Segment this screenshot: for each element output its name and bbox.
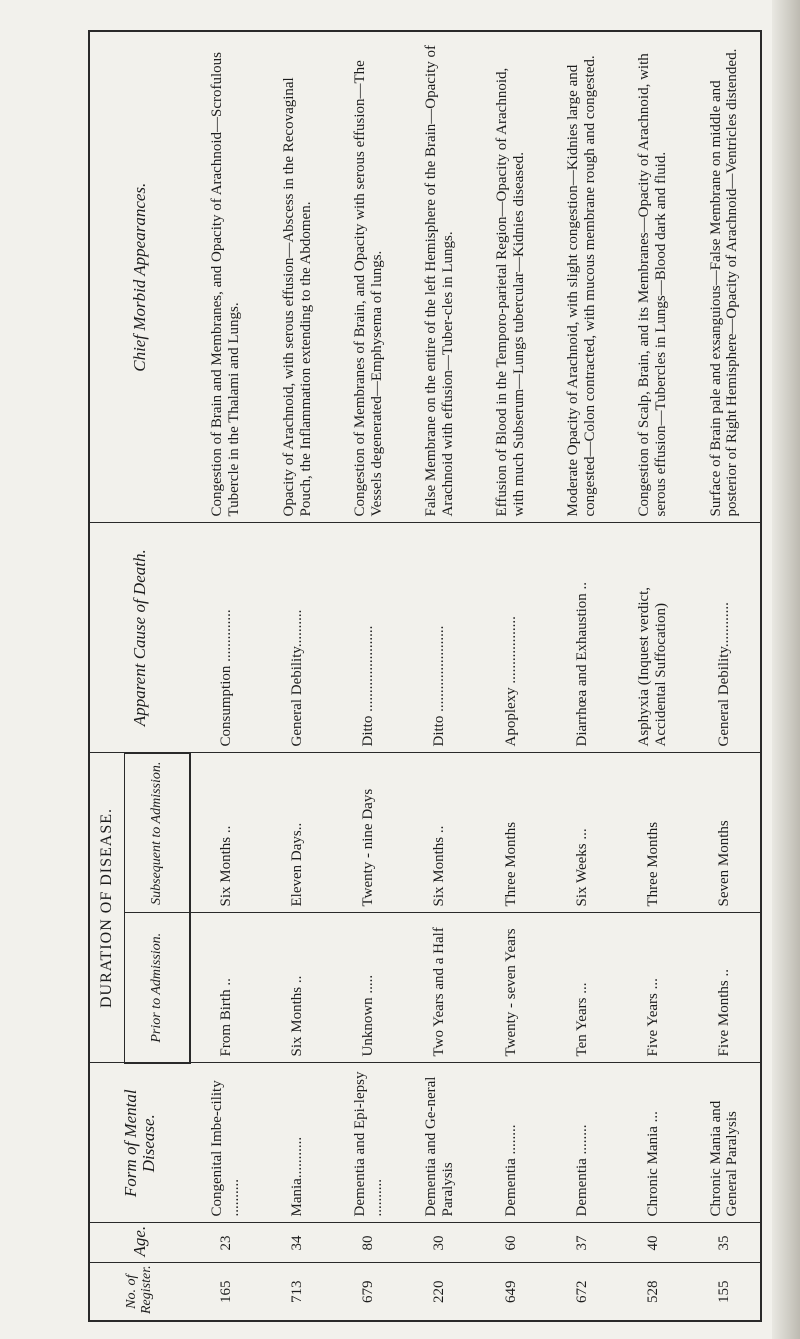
duration-prior: Two Years and a Half — [404, 913, 475, 1063]
form-of-disease: Mania........... — [262, 1063, 333, 1223]
header-age: Age. — [89, 1223, 190, 1263]
table-row — [404, 31, 475, 1321]
cause-of-death: General Debility.......... — [262, 523, 333, 753]
morbid-appearances: Congestion of Scalp, Brain, and its Membranes—Opacity of Arachnoid, with serous effusion—Tubercles in Lungs—Blood dark and fluid. — [618, 31, 689, 523]
duration-prior: Ten Years ... — [547, 913, 618, 1063]
register-table — [88, 30, 762, 1322]
form-of-disease: Dementia and Epi-lepsy .......... — [333, 1063, 404, 1223]
table-row — [547, 31, 618, 1321]
cause-of-death: Apoplexy .................. — [475, 523, 546, 753]
duration-subsequent: Three Months — [618, 753, 689, 913]
duration-prior: Twenty - seven Years — [475, 913, 546, 1063]
duration-subsequent: Six Months .. — [404, 753, 475, 913]
morbid-appearances: Opacity of Arachnoid, with serous effusion—Abscess in the Recovaginal Pouch, the Inflammation extending to the Abdomen. — [262, 31, 333, 523]
table-row — [689, 31, 761, 1321]
patient-age: 60 — [475, 1223, 546, 1263]
duration-prior: Unknown ..... — [333, 913, 404, 1063]
header-subsequent-to-admission: Subsequent to Admission. — [125, 753, 190, 913]
duration-subsequent: Twenty - nine Days — [333, 753, 404, 913]
patient-age: 80 — [333, 1223, 404, 1263]
header-form-of-mental-disease: Form of Mental Disease. — [89, 1063, 190, 1223]
duration-subsequent: Three Months — [475, 753, 546, 913]
register-number: 220 — [404, 1263, 475, 1321]
duration-subsequent: Six Months .. — [190, 753, 262, 913]
patient-age: 23 — [190, 1223, 262, 1263]
duration-prior: Five Months .. — [689, 913, 761, 1063]
patient-age: 40 — [618, 1223, 689, 1263]
morbid-appearances: Effusion of Blood in the Temporo-parietal Region—Opacity of Arachnoid, with much Subserum—Lungs tubercular—Kidnies diseased. — [475, 31, 546, 523]
cause-of-death: Ditto ....................... — [333, 523, 404, 753]
table-row — [618, 31, 689, 1321]
morbid-appearances: Congestion of Membranes of Brain, and Opacity with serous effusion—The Vessels degenerated—Emphysema of lungs. — [333, 31, 404, 523]
duration-subsequent: Seven Months — [689, 753, 761, 913]
form-of-disease: Chronic Mania ... — [618, 1063, 689, 1223]
morbid-appearances: False Membrane on the entire of the left Hemisphere of the Brain—Opacity of Arachnoid with effusion—Tuber-cles in Lungs. — [404, 31, 475, 523]
register-number: 649 — [475, 1263, 546, 1321]
form-of-disease: Dementia and Ge-neral Paralysis — [404, 1063, 475, 1223]
form-of-disease: Congenital Imbe-cility .......... — [190, 1063, 262, 1223]
header-chief-morbid-appearances: Chief Morbid Appearances. — [89, 31, 190, 523]
morbid-appearances: Surface of Brain pale and exsanguious—False Membrane on middle and posterior of Right Hemisphere—Opacity of Arachnoid—Ventricles distended. — [689, 31, 761, 523]
header-no-of-register: No. of Register. — [89, 1263, 190, 1321]
duration-subsequent: Eleven Days.. — [262, 753, 333, 913]
register-number: 165 — [190, 1263, 262, 1321]
patient-age: 30 — [404, 1223, 475, 1263]
rotated-register-table — [88, 32, 762, 1322]
register-number: 672 — [547, 1263, 618, 1321]
register-number: 713 — [262, 1263, 333, 1321]
cause-of-death: Ditto ....................... — [404, 523, 475, 753]
morbid-appearances: Moderate Opacity of Arachnoid, with slight congestion—Kidnies large and congested—Colon contracted, with mucous membrane rough and congested. — [547, 31, 618, 523]
header-apparent-cause-of-death: Apparent Cause of Death. — [89, 523, 190, 753]
cause-of-death: Diarrhœa and Exhaustion .. — [547, 523, 618, 753]
register-number: 155 — [689, 1263, 761, 1321]
cause-of-death: Asphyxia (Inquest verdict, Accidental Suffocation) — [618, 523, 689, 753]
morbid-appearances: Congestion of Brain and Membranes, and Opacity of Arachnoid—Scrofulous Tubercle in the Thalami and Lungs. — [190, 31, 262, 523]
form-of-disease: Dementia ........ — [475, 1063, 546, 1223]
table-row — [262, 31, 333, 1321]
duration-prior: Six Months .. — [262, 913, 333, 1063]
duration-prior: Five Years ... — [618, 913, 689, 1063]
patient-age: 35 — [689, 1223, 761, 1263]
header-prior-to-admission: Prior to Admission. — [125, 913, 190, 1063]
register-number: 679 — [333, 1263, 404, 1321]
header-duration-of-disease: DURATION OF DISEASE. — [89, 753, 125, 1063]
cause-of-death: General Debility............ — [689, 523, 761, 753]
patient-age: 34 — [262, 1223, 333, 1263]
table-row — [333, 31, 404, 1321]
duration-subsequent: Six Weeks ... — [547, 753, 618, 913]
cause-of-death: Consumption .............. — [190, 523, 262, 753]
register-number: 528 — [618, 1263, 689, 1321]
table-row — [190, 31, 262, 1321]
duration-prior: From Birth .. — [190, 913, 262, 1063]
form-of-disease: Dementia ........ — [547, 1063, 618, 1223]
table-row — [475, 31, 546, 1321]
form-of-disease: Chronic Mania and General Paralysis — [689, 1063, 761, 1223]
patient-age: 37 — [547, 1223, 618, 1263]
